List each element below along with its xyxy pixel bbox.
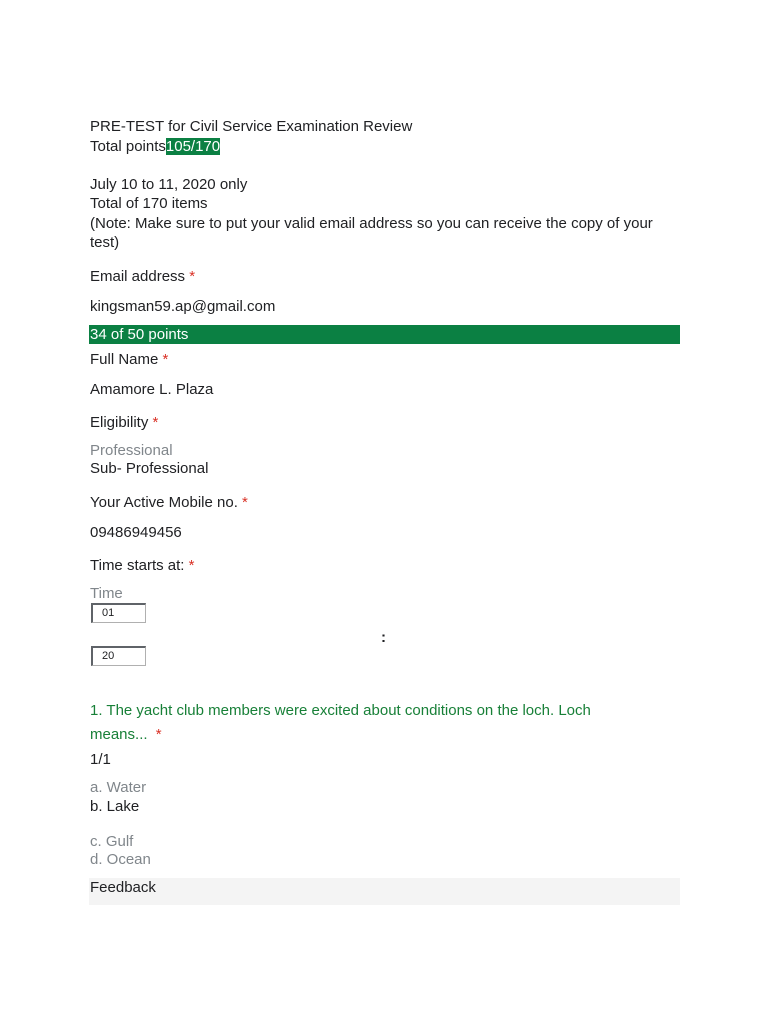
section-score-text: 34 of 50 points xyxy=(90,326,189,343)
form-description-items: Total of 170 items xyxy=(90,195,208,212)
full-name-label-text: Full Name xyxy=(90,351,159,368)
mobile-value: 09486949456 xyxy=(90,524,182,541)
eligibility-option-sub-professional[interactable]: Sub- Professional xyxy=(90,460,209,477)
email-label xyxy=(90,267,195,286)
mobile-label xyxy=(90,493,248,512)
required-asterisk: * xyxy=(152,414,159,431)
question-1-title-line1: 1. The yacht club members were excited about conditions on the loch. Loch xyxy=(90,702,591,719)
form-description-note-cont: test) xyxy=(90,234,120,251)
question-1-title xyxy=(90,699,630,747)
question-1-option-c[interactable]: c. Gulf xyxy=(90,833,134,850)
required-asterisk: * xyxy=(242,494,248,511)
feedback-label: Feedback xyxy=(90,879,156,896)
question-1-score: 1/1 xyxy=(90,751,111,768)
question-1-title-line2: means... xyxy=(90,726,148,743)
required-asterisk: * xyxy=(155,726,162,743)
eligibility-option-professional[interactable]: Professional xyxy=(90,442,173,459)
total-points-label: Total points xyxy=(90,138,166,155)
time-separator: : xyxy=(381,629,386,646)
time-start-label xyxy=(90,556,194,575)
total-points xyxy=(90,137,220,156)
question-1-feedback xyxy=(89,878,680,905)
time-sub-label: Time xyxy=(90,585,123,602)
question-1-option-a[interactable]: a. Water xyxy=(90,779,147,796)
mobile-label-text: Your Active Mobile no. xyxy=(90,494,238,511)
required-asterisk: * xyxy=(188,557,195,574)
question-1-option-b[interactable]: b. Lake xyxy=(90,798,140,815)
full-name-label xyxy=(90,350,168,369)
email-label-text: Email address xyxy=(90,268,186,285)
required-asterisk: * xyxy=(162,351,169,368)
hour-input[interactable]: 01 xyxy=(91,603,146,623)
form-title: PRE-TEST for Civil Service Examination Review xyxy=(90,118,413,135)
time-start-label-text: Time starts at: xyxy=(90,557,185,574)
form-description-date: July 10 to 11, 2020 only xyxy=(90,176,248,193)
section-score-bar xyxy=(89,325,680,344)
question-1-option-d[interactable]: d. Ocean xyxy=(90,851,151,868)
eligibility-label-text: Eligibility xyxy=(90,414,149,431)
form-description-note: (Note: Make sure to put your valid email address so you can receive the copy of your xyxy=(90,215,653,232)
eligibility-label xyxy=(90,413,158,432)
full-name-value: Amamore L. Plaza xyxy=(90,381,214,398)
minute-input[interactable]: 20 xyxy=(91,646,146,666)
total-points-value: 105/170 xyxy=(165,138,221,155)
required-asterisk: * xyxy=(189,268,196,285)
email-value: kingsman59.ap@gmail.com xyxy=(90,298,276,315)
